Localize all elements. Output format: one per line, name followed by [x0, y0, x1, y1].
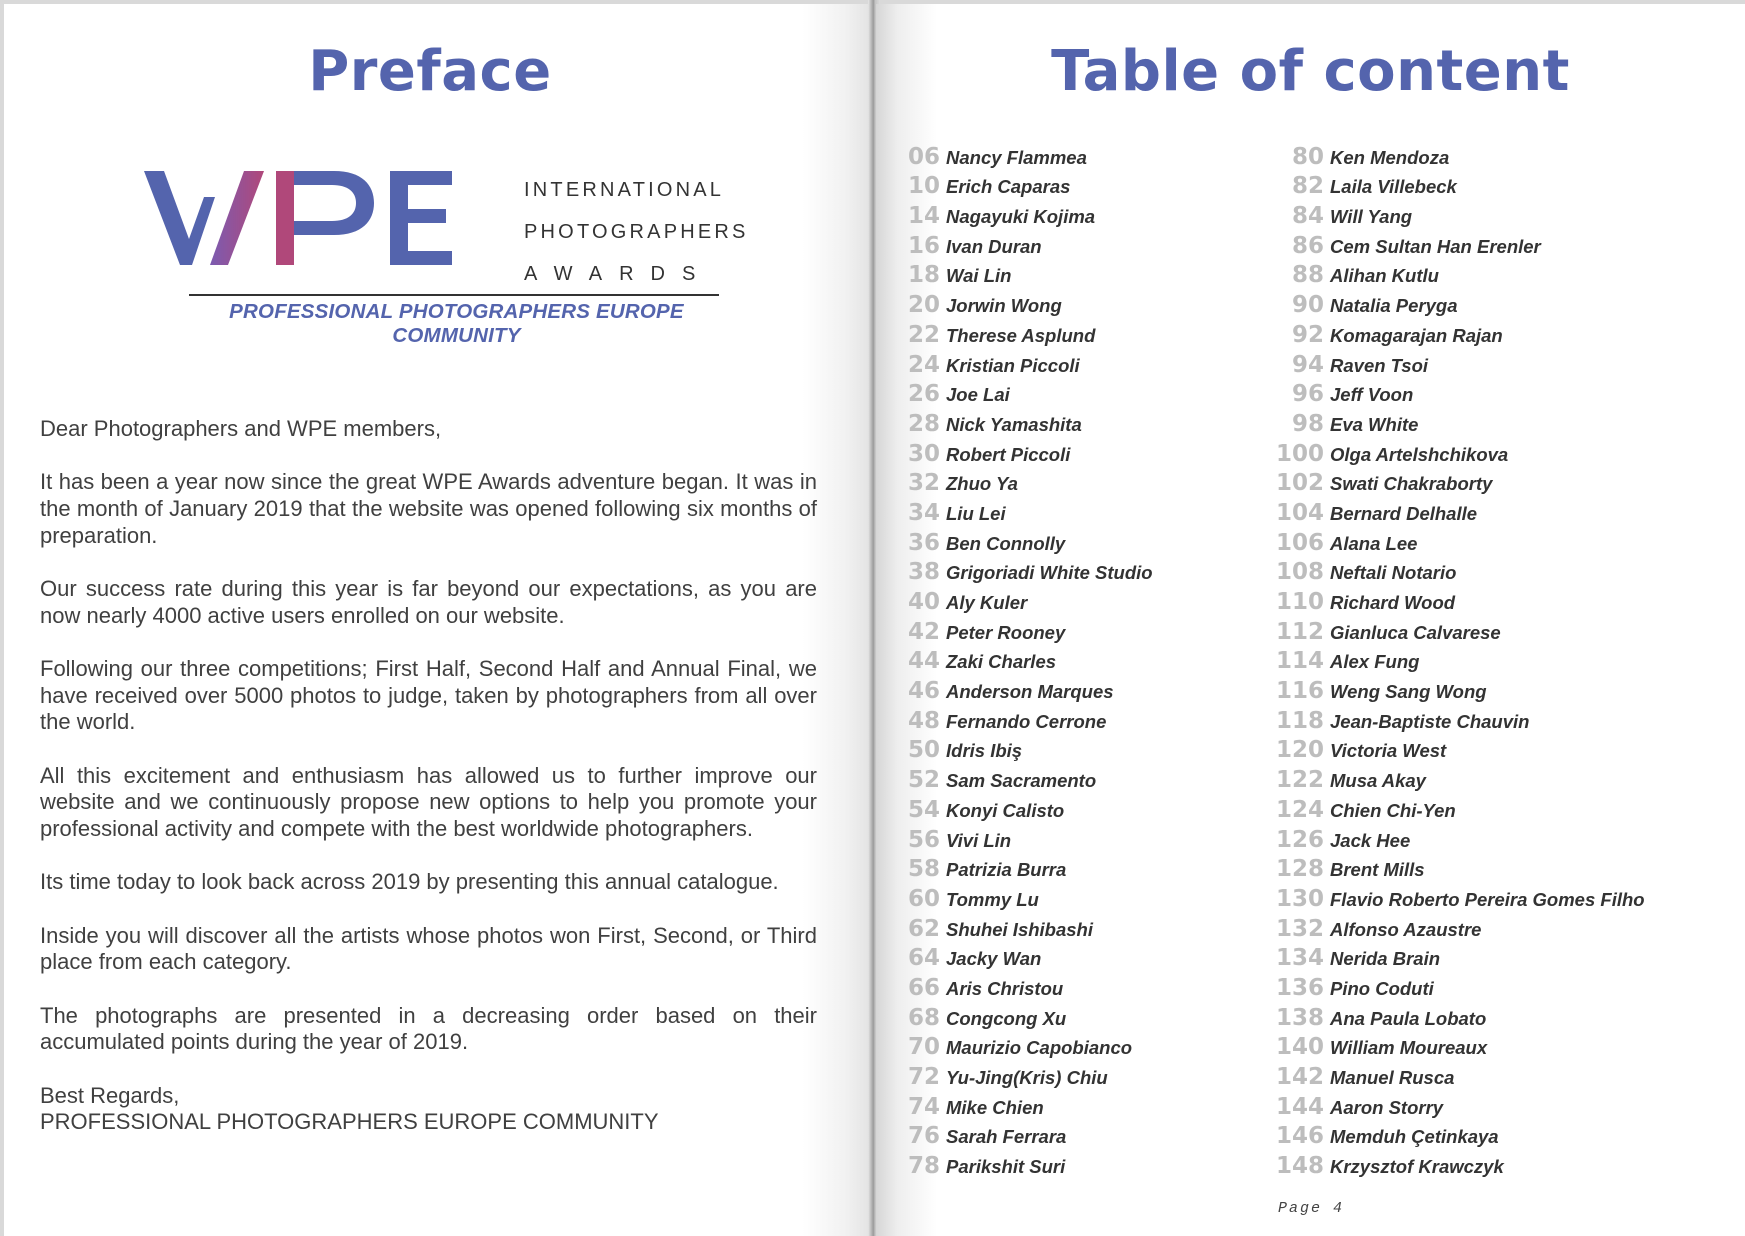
logo-divider — [189, 294, 719, 296]
toc-artist-name: Patrizia Burra — [946, 859, 1067, 881]
toc-page-number: 40 — [907, 589, 940, 615]
toc-page-number: 58 — [907, 856, 940, 883]
toc-artist-name: Ana Paula Lobato — [1330, 1007, 1487, 1029]
toc-artist-name: Aly Kuler — [946, 592, 1028, 613]
toc-artist-name: Aris Christou — [946, 977, 1064, 999]
toc-page-number: 130 — [1275, 885, 1324, 912]
toc-entry[interactable] — [906, 140, 1153, 170]
toc-page-number: 32 — [907, 470, 940, 497]
toc-entry[interactable] — [906, 1149, 1153, 1179]
toc-page-number: 18 — [907, 262, 940, 289]
toc-artist-name: Sarah Ferrara — [946, 1126, 1067, 1148]
toc-entry[interactable] — [906, 615, 1153, 645]
toc-artist-name: Olga Artelshchikova — [1330, 443, 1509, 465]
toc-page-number: 44 — [907, 648, 940, 675]
toc-artist-name: Erich Caparas — [946, 176, 1071, 198]
toc-artist-name: Flavio Roberto Pereira Gomes Filho — [1330, 888, 1645, 910]
toc-artist-name: Yu-Jing(Kris) Chiu — [946, 1067, 1108, 1088]
toc-page-number: 62 — [907, 915, 940, 942]
toc-artist-name: Jorwin Wong — [946, 295, 1062, 317]
toc-artist-name: Grigoriadi White Studio — [946, 562, 1153, 584]
toc-column-1 — [906, 140, 1153, 1179]
toc-page-number: 74 — [907, 1093, 940, 1120]
toc-entry[interactable] — [906, 496, 1153, 526]
toc-artist-name: Parikshit Suri — [946, 1156, 1066, 1178]
toc-entry[interactable] — [906, 288, 1153, 318]
toc-artist-name: Raven Tsoi — [1330, 354, 1429, 376]
toc-entry[interactable] — [1266, 556, 1645, 586]
toc-entry[interactable] — [1266, 229, 1645, 259]
toc-artist-name: Anderson Marques — [946, 681, 1114, 703]
toc-page-number: 132 — [1275, 915, 1324, 942]
logo-wordmark — [524, 169, 749, 295]
toc-artist-name: Idris Ibiş — [946, 740, 1023, 762]
toc-entry[interactable] — [906, 556, 1153, 586]
toc-entry[interactable] — [1266, 348, 1645, 378]
toc-page-number: 104 — [1275, 499, 1324, 526]
toc-page-number: 142 — [1275, 1064, 1324, 1090]
toc-entry[interactable] — [906, 942, 1153, 972]
toc-artist-name: Alana Lee — [1330, 532, 1418, 554]
toc-artist-name: Mike Chien — [946, 1096, 1044, 1118]
toc-page-number: 68 — [907, 1004, 940, 1031]
toc-artist-name: Liu Lei — [946, 502, 1006, 524]
toc-page-number: 54 — [907, 796, 940, 823]
toc-entry[interactable] — [1266, 882, 1645, 912]
toc-artist-name: Manuel Rusca — [1330, 1067, 1455, 1088]
toc-entry[interactable] — [1266, 378, 1645, 408]
toc-page-number: 114 — [1275, 648, 1324, 675]
toc-page-number: 24 — [907, 351, 940, 378]
toc-page-number: 134 — [1275, 945, 1324, 972]
toc-page-number: 14 — [907, 203, 940, 230]
toc-artist-name: Swati Chakraborty — [1330, 473, 1493, 495]
toc-page-number: 148 — [1275, 1153, 1324, 1180]
toc-artist-name: Krzysztof Krawczyk — [1330, 1156, 1504, 1178]
toc-artist-name: Alfonso Azaustre — [1330, 918, 1482, 940]
toc-page-number: 140 — [1275, 1034, 1324, 1061]
toc-artist-name: Eva White — [1330, 413, 1419, 435]
logo-line-international: INTERNATIONAL — [524, 179, 725, 201]
toc-entry[interactable] — [1266, 704, 1645, 734]
toc-entry[interactable] — [1266, 496, 1645, 526]
toc-artist-name: Jean-Baptiste Chauvin — [1330, 710, 1530, 732]
toc-artist-name: Cem Sultan Han Erenler — [1330, 235, 1541, 257]
toc-entry[interactable] — [1266, 1120, 1645, 1150]
toc-page-number: 20 — [907, 292, 940, 319]
toc-entry[interactable] — [1266, 526, 1645, 556]
toc-artist-name: Therese Asplund — [946, 324, 1096, 346]
toc-artist-name: Komagarajan Rajan — [1330, 324, 1503, 346]
toc-artist-name: Alex Fung — [1330, 651, 1420, 673]
toc-artist-name: Tommy Lu — [946, 888, 1039, 910]
toc-page-number: 66 — [907, 974, 940, 1001]
toc-page-number: 128 — [1275, 856, 1324, 883]
toc-artist-name: Chien Chi-Yen — [1330, 799, 1456, 821]
toc-artist-name: Weng Sang Wong — [1330, 681, 1487, 703]
toc-entry[interactable] — [1266, 1149, 1645, 1179]
toc-artist-name: Jacky Wan — [946, 948, 1042, 970]
toc-artist-name: Nancy Flammea — [946, 146, 1087, 168]
toc-page-number: 146 — [1275, 1123, 1324, 1150]
toc-page-number: 96 — [1291, 381, 1324, 408]
toc-page-number: 76 — [907, 1123, 940, 1150]
toc-entry[interactable] — [1266, 971, 1645, 1001]
toc-entry[interactable] — [906, 793, 1153, 823]
toc-artist-name: Ken Mendoza — [1330, 146, 1450, 168]
toc-page-number: 120 — [1275, 737, 1324, 764]
toc-artist-name: Will Yang — [1330, 206, 1413, 228]
toc-entry[interactable] — [906, 674, 1153, 704]
toc-entry[interactable] — [906, 704, 1153, 734]
toc-entry[interactable] — [906, 407, 1153, 437]
toc-artist-name: Zaki Charles — [946, 651, 1057, 673]
toc-entry[interactable] — [906, 229, 1153, 259]
toc-entry[interactable] — [906, 912, 1153, 942]
toc-page-number: 136 — [1275, 974, 1324, 1001]
toc-entry[interactable] — [906, 1120, 1153, 1150]
letter-paragraph: It has been a year now since the great WPE Awards adventure began. It was in the month of January 2019 that the website was opened following six months of preparation. — [40, 469, 817, 548]
toc-entry[interactable] — [1266, 288, 1645, 318]
toc-page-number: 48 — [907, 707, 940, 734]
toc-artist-name: Musa Akay — [1330, 770, 1426, 792]
toc-entry[interactable] — [906, 763, 1153, 793]
toc-artist-name: Richard Wood — [1330, 592, 1456, 613]
toc-page-number: 34 — [907, 499, 940, 526]
salutation: Dear Photographers and WPE members, — [40, 416, 442, 441]
letter-paragraph: The photographs are presented in a decreasing order based on their accumulated points during the year of 2019. — [40, 1002, 817, 1055]
letter-paragraph: Following our three competitions; First Half, Second Half and Annual Final, we have received over 5000 photos to judge, taken by photographers from all over the world. — [40, 656, 817, 735]
page-title: Preface — [308, 39, 552, 104]
toc-artist-name: Nick Yamashita — [946, 413, 1082, 435]
toc-page-number: 144 — [1275, 1093, 1324, 1120]
toc-artist-name: Nerida Brain — [1330, 948, 1441, 970]
letter-paragraph: Our success rate during this year is far beyond our expectations, as you are now nearly 4000 active users enrolled on our website. — [40, 576, 817, 628]
toc-entry[interactable] — [1266, 1060, 1645, 1090]
toc-entry[interactable] — [906, 348, 1153, 378]
toc-entry[interactable] — [906, 467, 1153, 497]
toc-page-number: 64 — [907, 945, 940, 972]
toc-entry[interactable] — [906, 882, 1153, 912]
toc-entry[interactable] — [906, 199, 1153, 229]
wpe-logo — [144, 169, 749, 347]
toc-entry[interactable] — [1266, 763, 1645, 793]
toc-entry[interactable] — [1266, 615, 1645, 645]
toc-entry[interactable] — [1266, 645, 1645, 675]
toc-page-number: 50 — [907, 737, 940, 764]
toc-page-number: 124 — [1275, 796, 1324, 823]
toc-entry[interactable] — [906, 1090, 1153, 1120]
toc-page-number: 30 — [907, 440, 940, 467]
toc-entry[interactable] — [1266, 942, 1645, 972]
toc-page-number: 22 — [907, 321, 940, 348]
toc-entry[interactable] — [1266, 912, 1645, 942]
left-page — [4, 4, 872, 1236]
toc-artist-name: Memduh Çetinkaya — [1330, 1126, 1499, 1148]
toc-entry[interactable] — [1266, 407, 1645, 437]
toc-artist-name: Natalia Peryga — [1330, 295, 1458, 317]
toc-page-number: 92 — [1291, 321, 1324, 348]
toc-artist-name: Zhuo Ya — [946, 473, 1018, 495]
toc-entry[interactable] — [906, 378, 1153, 408]
toc-page-number: 138 — [1275, 1004, 1324, 1031]
toc-entry[interactable] — [906, 526, 1153, 556]
toc-page-number: 06 — [907, 143, 940, 170]
toc-page-number: 60 — [907, 885, 940, 912]
toc-entry[interactable] — [1266, 1001, 1645, 1031]
toc-artist-name: Gianluca Calvarese — [1330, 621, 1501, 643]
toc-page-number: 88 — [1291, 262, 1324, 289]
toc-column-2 — [1266, 140, 1645, 1179]
toc-page-number: 36 — [907, 529, 940, 556]
toc-entry[interactable] — [906, 971, 1153, 1001]
toc-page-number: 38 — [907, 559, 940, 586]
toc-page-number: 84 — [1291, 203, 1324, 230]
toc-entry[interactable] — [906, 585, 1153, 615]
toc-entry[interactable] — [1266, 1090, 1645, 1120]
toc-artist-name: Jack Hee — [1330, 829, 1411, 851]
toc-page-number: 16 — [907, 232, 940, 259]
toc-artist-name: Aaron Storry — [1330, 1096, 1444, 1118]
toc-artist-name: Brent Mills — [1330, 859, 1425, 881]
toc-entry[interactable] — [1266, 823, 1645, 853]
toc-entry[interactable] — [1266, 585, 1645, 615]
toc-page-number: 42 — [907, 618, 940, 645]
toc-entry[interactable] — [906, 823, 1153, 853]
toc-entry[interactable] — [906, 318, 1153, 348]
toc-entry[interactable] — [1266, 1031, 1645, 1061]
toc-artist-name: Konyi Calisto — [946, 799, 1065, 821]
page-number: Page 4 — [1278, 1200, 1345, 1217]
toc-artist-name: Sam Sacramento — [946, 770, 1097, 792]
toc-entry[interactable] — [1266, 437, 1645, 467]
toc-page-number: 80 — [1291, 143, 1324, 170]
toc-page-number: 112 — [1275, 618, 1324, 645]
toc-artist-name: Alihan Kutlu — [1330, 265, 1439, 287]
toc-artist-name: Pino Coduti — [1330, 977, 1434, 999]
toc-artist-name: Peter Rooney — [946, 621, 1066, 643]
toc-page-number: 94 — [1291, 351, 1324, 378]
toc-page-number: 46 — [907, 678, 940, 705]
toc-page-number: 108 — [1275, 559, 1324, 586]
toc-entry[interactable] — [1266, 318, 1645, 348]
toc-artist-name: Nagayuki Kojima — [946, 206, 1096, 228]
wpe-logo-mark — [144, 169, 474, 269]
toc-entry[interactable] — [906, 853, 1153, 883]
toc-entry[interactable] — [906, 259, 1153, 289]
toc-entry[interactable] — [906, 734, 1153, 764]
letter-paragraph: All this excitement and enthusiasm has allowed us to further improve our website and we continuously propose new options to help you promote your professional activity and compete with the best worldwide photographers. — [40, 762, 817, 842]
toc-artist-name: Ben Connolly — [946, 532, 1066, 554]
toc-entry[interactable] — [906, 437, 1153, 467]
toc-page-number: 98 — [1291, 410, 1324, 437]
toc-artist-name: Congcong Xu — [946, 1007, 1067, 1029]
toc-page-number: 70 — [907, 1034, 940, 1061]
toc-entry[interactable] — [1266, 467, 1645, 497]
toc-artist-name: Kristian Piccoli — [946, 354, 1080, 376]
toc-page-number: 72 — [907, 1064, 940, 1090]
toc-page-number: 110 — [1275, 589, 1324, 615]
toc-artist-name: William Moureaux — [1330, 1037, 1488, 1059]
toc-page-number: 122 — [1275, 767, 1324, 794]
toc-artist-name: Vivi Lin — [946, 829, 1012, 851]
toc-page-number: 126 — [1275, 826, 1324, 853]
toc-entry[interactable] — [1266, 259, 1645, 289]
logo-line-awards: AWARDS — [524, 263, 713, 285]
toc-page-number: 116 — [1275, 678, 1324, 705]
toc-entry[interactable] — [906, 1060, 1153, 1090]
toc-page-number: 102 — [1275, 470, 1324, 497]
toc-page-number: 106 — [1275, 529, 1324, 556]
toc-artist-name: Neftali Notario — [1330, 562, 1457, 584]
toc-page-number: 90 — [1291, 292, 1324, 319]
toc-entry[interactable] — [1266, 853, 1645, 883]
toc-entry[interactable] — [1266, 734, 1645, 764]
toc-entry[interactable] — [1266, 170, 1645, 200]
toc-artist-name: Robert Piccoli — [946, 443, 1071, 465]
preface-letter — [40, 416, 817, 1136]
toc-artist-name: Bernard Delhalle — [1330, 502, 1478, 524]
toc-entry[interactable] — [906, 645, 1153, 675]
toc-entry[interactable] — [906, 170, 1153, 200]
logo-line-photographers: PHOTOGRAPHERS — [524, 221, 749, 243]
toc-entry[interactable] — [1266, 140, 1645, 170]
toc-page-number: 52 — [907, 767, 940, 794]
toc-page-number: 28 — [907, 410, 940, 437]
toc-entry[interactable] — [1266, 793, 1645, 823]
toc-artist-name: Wai Lin — [946, 265, 1012, 287]
toc-page-number: 10 — [907, 173, 940, 200]
toc-page-number: 78 — [907, 1153, 940, 1180]
toc-artist-name: Fernando Cerrone — [946, 710, 1107, 732]
toc-entry[interactable] — [906, 1001, 1153, 1031]
toc-entry[interactable] — [1266, 199, 1645, 229]
toc-artist-name: Victoria West — [1330, 740, 1447, 762]
toc-artist-name: Laila Villebeck — [1330, 176, 1457, 198]
toc-page-number: 100 — [1275, 440, 1324, 467]
toc-artist-name: Jeff Voon — [1330, 384, 1414, 406]
toc-artist-name: Ivan Duran — [946, 235, 1042, 257]
toc-title: Table of content — [1051, 39, 1570, 104]
toc-artist-name: Maurizio Capobianco — [946, 1037, 1133, 1059]
toc-artist-name: Shuhei Ishibashi — [946, 918, 1093, 940]
toc-entry[interactable] — [1266, 674, 1645, 704]
letter-paragraph: Its time today to look back across 2019 by presenting this annual catalogue. — [40, 869, 779, 895]
closing: Best Regards, — [40, 1082, 180, 1108]
toc-entry[interactable] — [906, 1031, 1153, 1061]
toc-page-number: 26 — [907, 381, 940, 408]
toc-page-number: 56 — [907, 826, 940, 853]
toc-page-number: 86 — [1291, 232, 1324, 259]
logo-subtitle: PROFESSIONAL PHOTOGRAPHERS EUROPE COMMUNITY — [229, 300, 684, 347]
toc-page-number: 118 — [1275, 707, 1324, 734]
right-page — [876, 4, 1745, 1236]
toc-page-number: 82 — [1291, 173, 1324, 200]
letter-paragraph: Inside you will discover all the artists whose photos won First, Second, or Third place from each category. — [40, 922, 817, 975]
signature: PROFESSIONAL PHOTOGRAPHERS EUROPE COMMUNITY — [40, 1109, 659, 1135]
toc-artist-name: Joe Lai — [946, 384, 1010, 406]
